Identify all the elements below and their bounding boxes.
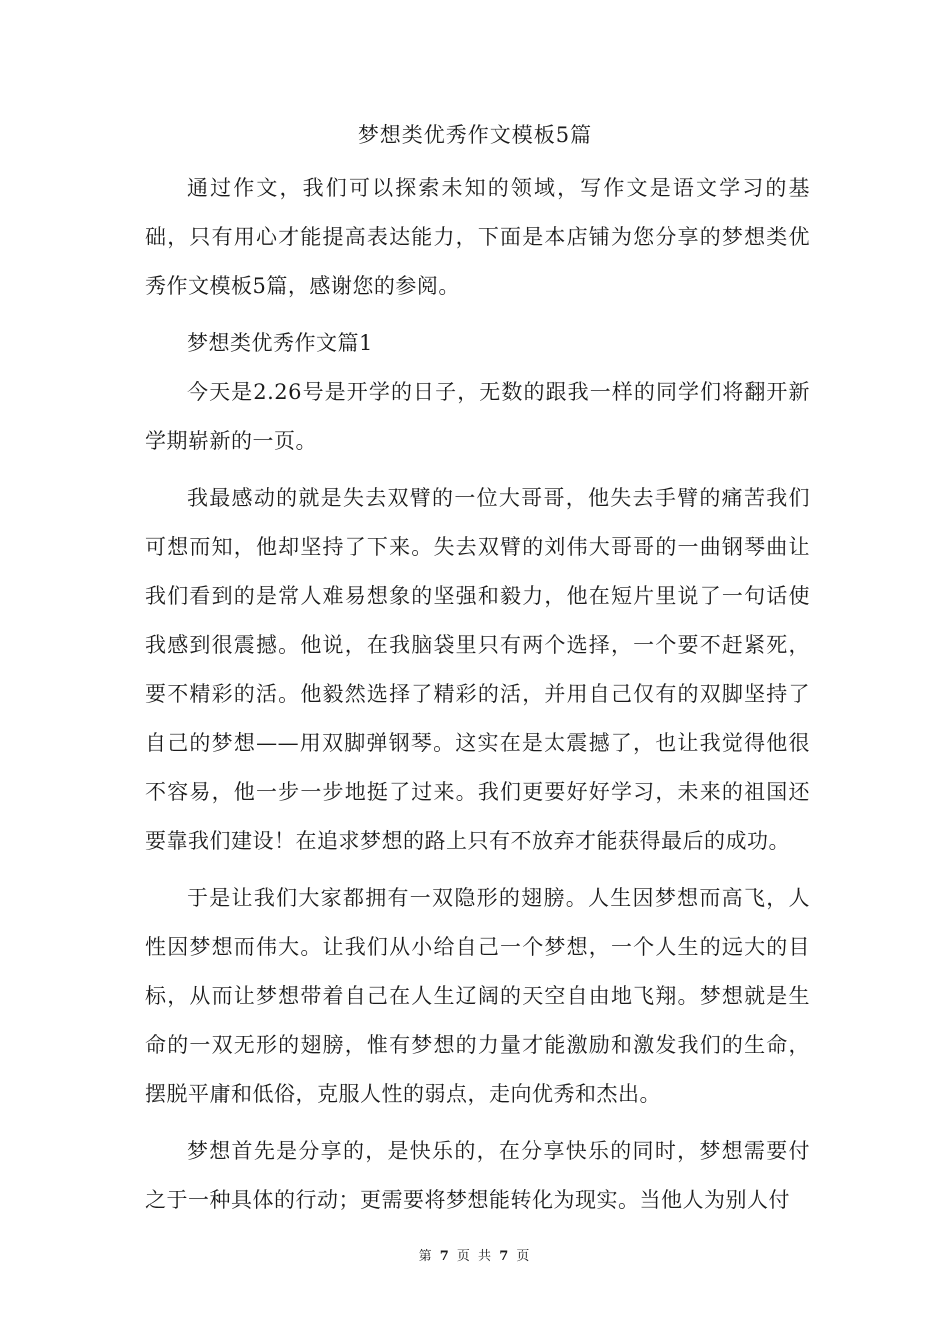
body-paragraph: 梦想首先是分享的，是快乐的，在分享快乐的同时，梦想需要付之于一种具体的行动；更需要将梦想能转化为现实。当他人为别人付 [145,1139,810,1212]
intro-paragraph: 通过作文，我们可以探索未知的领域，写作文是语文学习的基础，只有用心才能提高表达能力，下面是本店铺为您分享的梦想类优秀作文模板5篇，感谢您的参阅。 [145,176,810,298]
footer-current-page: 7 [439,1249,451,1264]
document-body [145,164,810,1233]
body-paragraph: 我最感动的就是失去双臂的一位大哥哥，他失去手臂的痛苦我们可想而知，他却坚持了下来。失去双臂的刘伟大哥哥的一曲钢琴曲让我们看到的是常人难易想象的坚强和毅力，他在短片里说了一句话使我感到很震撼。他说，在我脑袋里只有两个选择，一个要不赶紧死，要不精彩的活。他毅然选择了精彩的活，并用自己仅有的双脚坚持了自己的梦想——用双脚弹钢琴。这实在是太震撼了，也让我觉得他很不容易，他一步一步地挺了过来。我们更要好好学习，未来的祖国还要靠我们建设！在追求梦想的路上只有不放弃才能获得最后的成功。 [145,486,810,853]
page-footer [0,1248,950,1266]
body-paragraph: 于是让我们大家都拥有一双隐形的翅膀。人生因梦想而高飞，人性因梦想而伟大。让我们从小给自己一个梦想，一个人生的远大的目标，从而让梦想带着自己在人生辽阔的天空自由地飞翔。梦想就是生命的一双无形的翅膀，惟有梦想的力量才能激励和激发我们的生命，摆脱平庸和低俗，克服人性的弱点，走向优秀和杰出。 [145,886,810,1106]
footer-total-pages: 7 [499,1249,511,1264]
footer-suffix: 页 [516,1249,532,1264]
footer-prefix: 第 [418,1249,434,1264]
footer-middle: 页 共 [456,1249,494,1264]
section-heading: 梦想类优秀作文篇1 [187,331,373,355]
body-paragraph: 今天是2.26号是开学的日子，无数的跟我一样的同学们将翻开新学期崭新的一页。 [145,380,810,453]
document-title: 梦想类优秀作文模板5篇 [357,123,593,147]
